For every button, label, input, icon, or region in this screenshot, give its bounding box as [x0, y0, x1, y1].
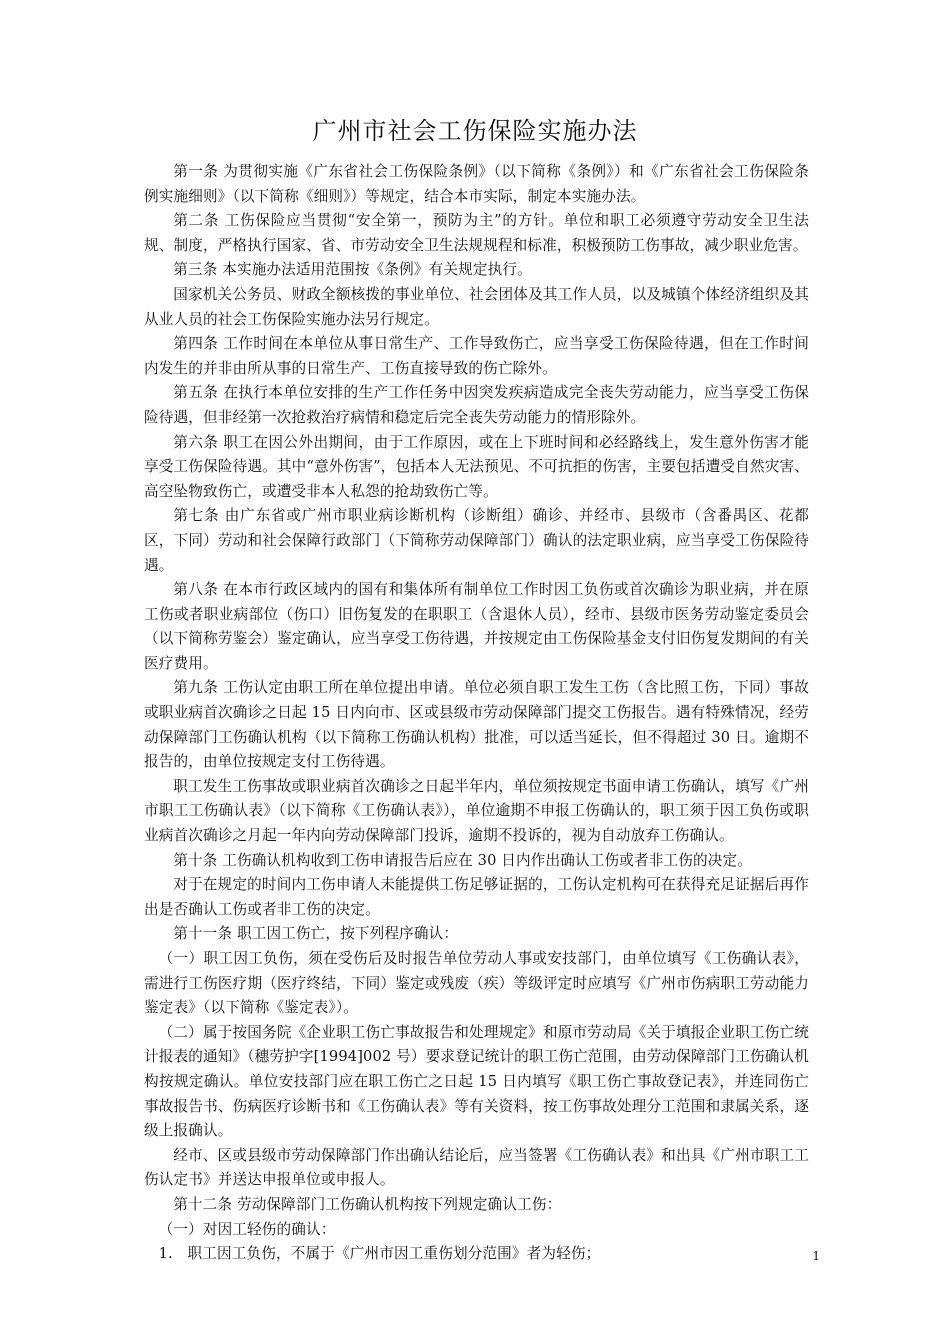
- paragraph-article-3: 第三条 本实施办法适用范围按《条例》有关规定执行。: [173, 261, 532, 279]
- paragraph-article-9-note: 职工发生工伤事故或职业病首次确诊之日起半年内，单位须按规定书面申请工伤确认，填写《广州市职工工伤确认表》（以下简称《工伤确认表》），单位逾期不申报工伤确认的，职工须于因工负伤或职业病首次确诊之月起一年内向劳动保障部门投诉，逾期不投诉的，视为自动放弃工伤确认。: [144, 777, 809, 845]
- paragraph-article-8: 第八条 在本市行政区域内的国有和集体所有制单位工作时因工负伤或首次确诊为职业病，并在原工伤或者职业病部位（伤口）旧伤复发的在职职工（含退休人员），经市、县级市医务劳动鉴定委员会（以下简称劳鉴会）鉴定确认，应当享受工伤待遇，并按规定由工伤保险基金支付旧伤复发期间的有关医疗费用。: [144, 581, 809, 672]
- paragraph-article-11: 第十一条 职工因工伤亡，按下列程序确认：: [173, 925, 459, 943]
- paragraph-article-12-item-1: （一）对因工轻伤的确认：: [158, 1220, 336, 1238]
- paragraph-article-11-item-1: （一）职工因工负伤，须在受伤后及时报告单位劳动人事或安技部门，由单位填写《工伤确认表》，需进行工伤医疗期（医疗终结，下同）鉴定或残废（疾）等级评定时应填写《广州市伤病职工劳动能力鉴定表》（以下简称《鉴定表》）。: [144, 950, 809, 1017]
- paragraph-article-12: 第十二条 劳动保障部门工伤确认机构按下列规定确认工伤：: [173, 1195, 562, 1213]
- paragraph-article-10: 第十条 工伤确认机构收到工伤申请报告后应在 30 日内作出确认工伤或者非工伤的决定。: [173, 851, 752, 869]
- paragraph-article-9: 第九条 工伤认定由职工所在单位提出申请。单位必须自职工发生工伤（含比照工伤，下同）事故或职业病首次确诊之日起 15 日内向市、区或县级市劳动保障部门提交工伤报告。遇有特殊情况，经劳动保障部门工伤确认机构（以下简称工伤确认机构）批准，可以适当延长，但不得超过 30 日。逾期不报告的，由单位按规定支付工伤待遇。: [144, 679, 809, 771]
- paragraph-article-7: 第七条 由广东省或广州市职业病诊断机构（诊断组）确诊、并经市、县级市（含番禺区、花都区，下同）劳动和社会保障行政部门（下简称劳动保障部门）确认的法定职业病，应当享受工伤保险待遇。: [144, 507, 809, 574]
- paragraph-article-1: 第一条 为贯彻实施《广东省社会工伤保险条例》（以下简称《条例》）和《广东省社会工伤保险条例实施细则》（以下简称《细则》）等规定，结合本市实际，制定本实施办法。: [144, 163, 809, 205]
- paragraph-article-10-note: 对于在规定的时间内工伤申请人未能提供工伤足够证据的，工伤认定机构可在获得充足证据后再作出是否确认工伤或者非工伤的决定。: [144, 876, 809, 918]
- page-number: 1: [812, 1249, 820, 1263]
- document-body: [144, 160, 809, 1267]
- paragraph-article-11-item-2: （二）属于按国务院《企业职工伤亡事故报告和处理规定》和原市劳动局《关于填报企业职工伤亡统计报表的通知》（穗劳护字[1994]002 号）要求登记统计的职工伤亡范围，由劳动保障部门工伤确认机构按规定确认。单位安技部门应在职工伤亡之日起 15 日内填写《职工伤亡事故登记表》，并连同伤亡事故报告书、伤病医疗诊断书和《工伤确认表》等有关资料，按工伤事故处理分工范围和隶属关系，逐级上报确认。: [144, 1023, 809, 1140]
- paragraph-article-2: 第二条 工伤保险应当贯彻“安全第一，预防为主”的方针。单位和职工必须遵守劳动安全卫生法规、制度，严格执行国家、省、市劳动安全卫生法规规程和标准，积极预防工伤事故，减少职业危害。: [144, 212, 809, 254]
- paragraph-article-5: 第五条 在执行本单位安排的生产工作任务中因突发疾病造成完全丧失劳动能力，应当享受工伤保险待遇，但非经第一次抢救治疗病情和稳定后完全丧失劳动能力的情形除外。: [144, 384, 809, 426]
- document-title: 广州市社会工伤保险实施办法: [312, 117, 638, 145]
- paragraph-article-11-note: 经市、区或县级市劳动保障部门作出确认结论后，应当签署《工伤确认表》和出具《广州市职工工伤认定书》并送达申报单位或申报人。: [144, 1146, 809, 1189]
- paragraph-article-3-note: 国家机关公务员、财政全额核拨的事业单位、社会团体及其工作人员，以及城镇个体经济组织及其从业人员的社会工伤保险实施办法另行规定。: [144, 285, 809, 328]
- paragraph-article-12-item-1-1: 1. 职工因工负伤，不属于《广州市因工重伤划分范围》者为轻伤；: [158, 1245, 601, 1263]
- paragraph-article-4: 第四条 工作时间在本单位从事日常生产、工作导致伤亡，应当享受工伤保险待遇，但在工作时间内发生的并非由所从事的日常生产、工伤直接导致的伤亡除外。: [144, 335, 809, 377]
- paragraph-article-6: 第六条 职工在因公外出期间，由于工作原因，或在上下班时间和必经路线上，发生意外伤害才能享受工伤保险待遇。其中“意外伤害”，包括本人无法预见、不可抗拒的伤害，主要包括遭受自然灾害、高空坠物致伤亡，或遭受非本人私怨的抢劫致伤亡等。: [144, 433, 809, 500]
